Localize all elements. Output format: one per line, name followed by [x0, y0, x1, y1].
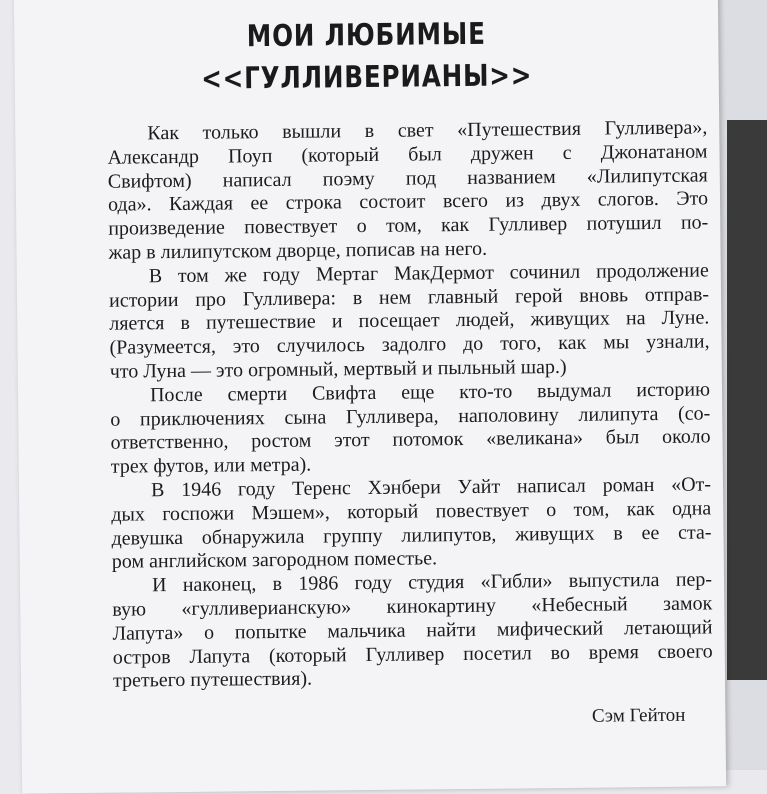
text-line: о приключениях сына Гулливера, наполовину лилипута (со- [110, 402, 711, 431]
text-line: вую «гулливерианскую» кинокартину «Небесный замок [112, 592, 713, 621]
text-line: жар в лилипутском дворце, пописав на него. [108, 237, 488, 264]
author-signature: Сэм Гейтон [591, 704, 686, 727]
text-line: что Луна — это огромный, мертвый и пыльный шар.) [109, 355, 567, 383]
text-line: третьего путешествия). [112, 667, 313, 693]
text-line: дых госпожи Мэшем», который повествует о том, как одна [111, 497, 712, 526]
backdrop-book-edge [727, 120, 767, 680]
text-line: ода». Каждая ее строка состоит всего из двух слогов. Это [107, 187, 709, 217]
text-line: произведение повествует о том, как Гулливер потушил по- [108, 211, 709, 240]
text-line: Как только вышли в свет «Путешествия Гулливера», [147, 116, 708, 145]
text-line: ром английском загородном поместье. [111, 547, 438, 574]
page-title-line-2: <<ГУЛЛИВЕРИАНЫ>> [201, 58, 533, 97]
text-line: В том же году Мертаг МакДермот сочинил продолжение [148, 259, 709, 288]
text-line: Александр Поуп (который был дружен с Джонатаном [107, 140, 708, 169]
text-line: (Разумеется, это случилось задолго до того, как мы узнали, [109, 330, 710, 359]
text-line: Лапута» о попытке мальчика найти мифический летающий [112, 616, 713, 645]
text-line: После смерти Свифта еще кто-то выдумал историю [149, 378, 711, 407]
text-line: истории про Гулливера: в нем главный герой вновь отправ- [108, 283, 710, 312]
text-line: девушка обнаружила группу лилипутов, живущих в ее ста- [111, 520, 712, 550]
text-line: ляется в путешествие и посещает людей, живущих на Луне. [109, 306, 710, 336]
text-line: ответственно, ростом этот потомок «великана» был около [110, 425, 711, 455]
text-line: И наконец, в 1986 году студия «Гибли» выпустила пер- [151, 568, 713, 597]
article-body [107, 116, 713, 693]
text-line: Свифтом) написал поэму под названием «Лилипутская [107, 164, 708, 193]
text-line: В 1946 году Теренс Хэнбери Уайт написал роман «От- [150, 473, 712, 502]
page-title-line-1: МОИ ЛЮБИМЫЕ [246, 16, 486, 55]
text-line: трех футов, или метра). [110, 453, 312, 478]
book-page [14, 0, 726, 794]
text-line: остров Лапута (который Гулливер посетил во время своего [112, 639, 713, 669]
